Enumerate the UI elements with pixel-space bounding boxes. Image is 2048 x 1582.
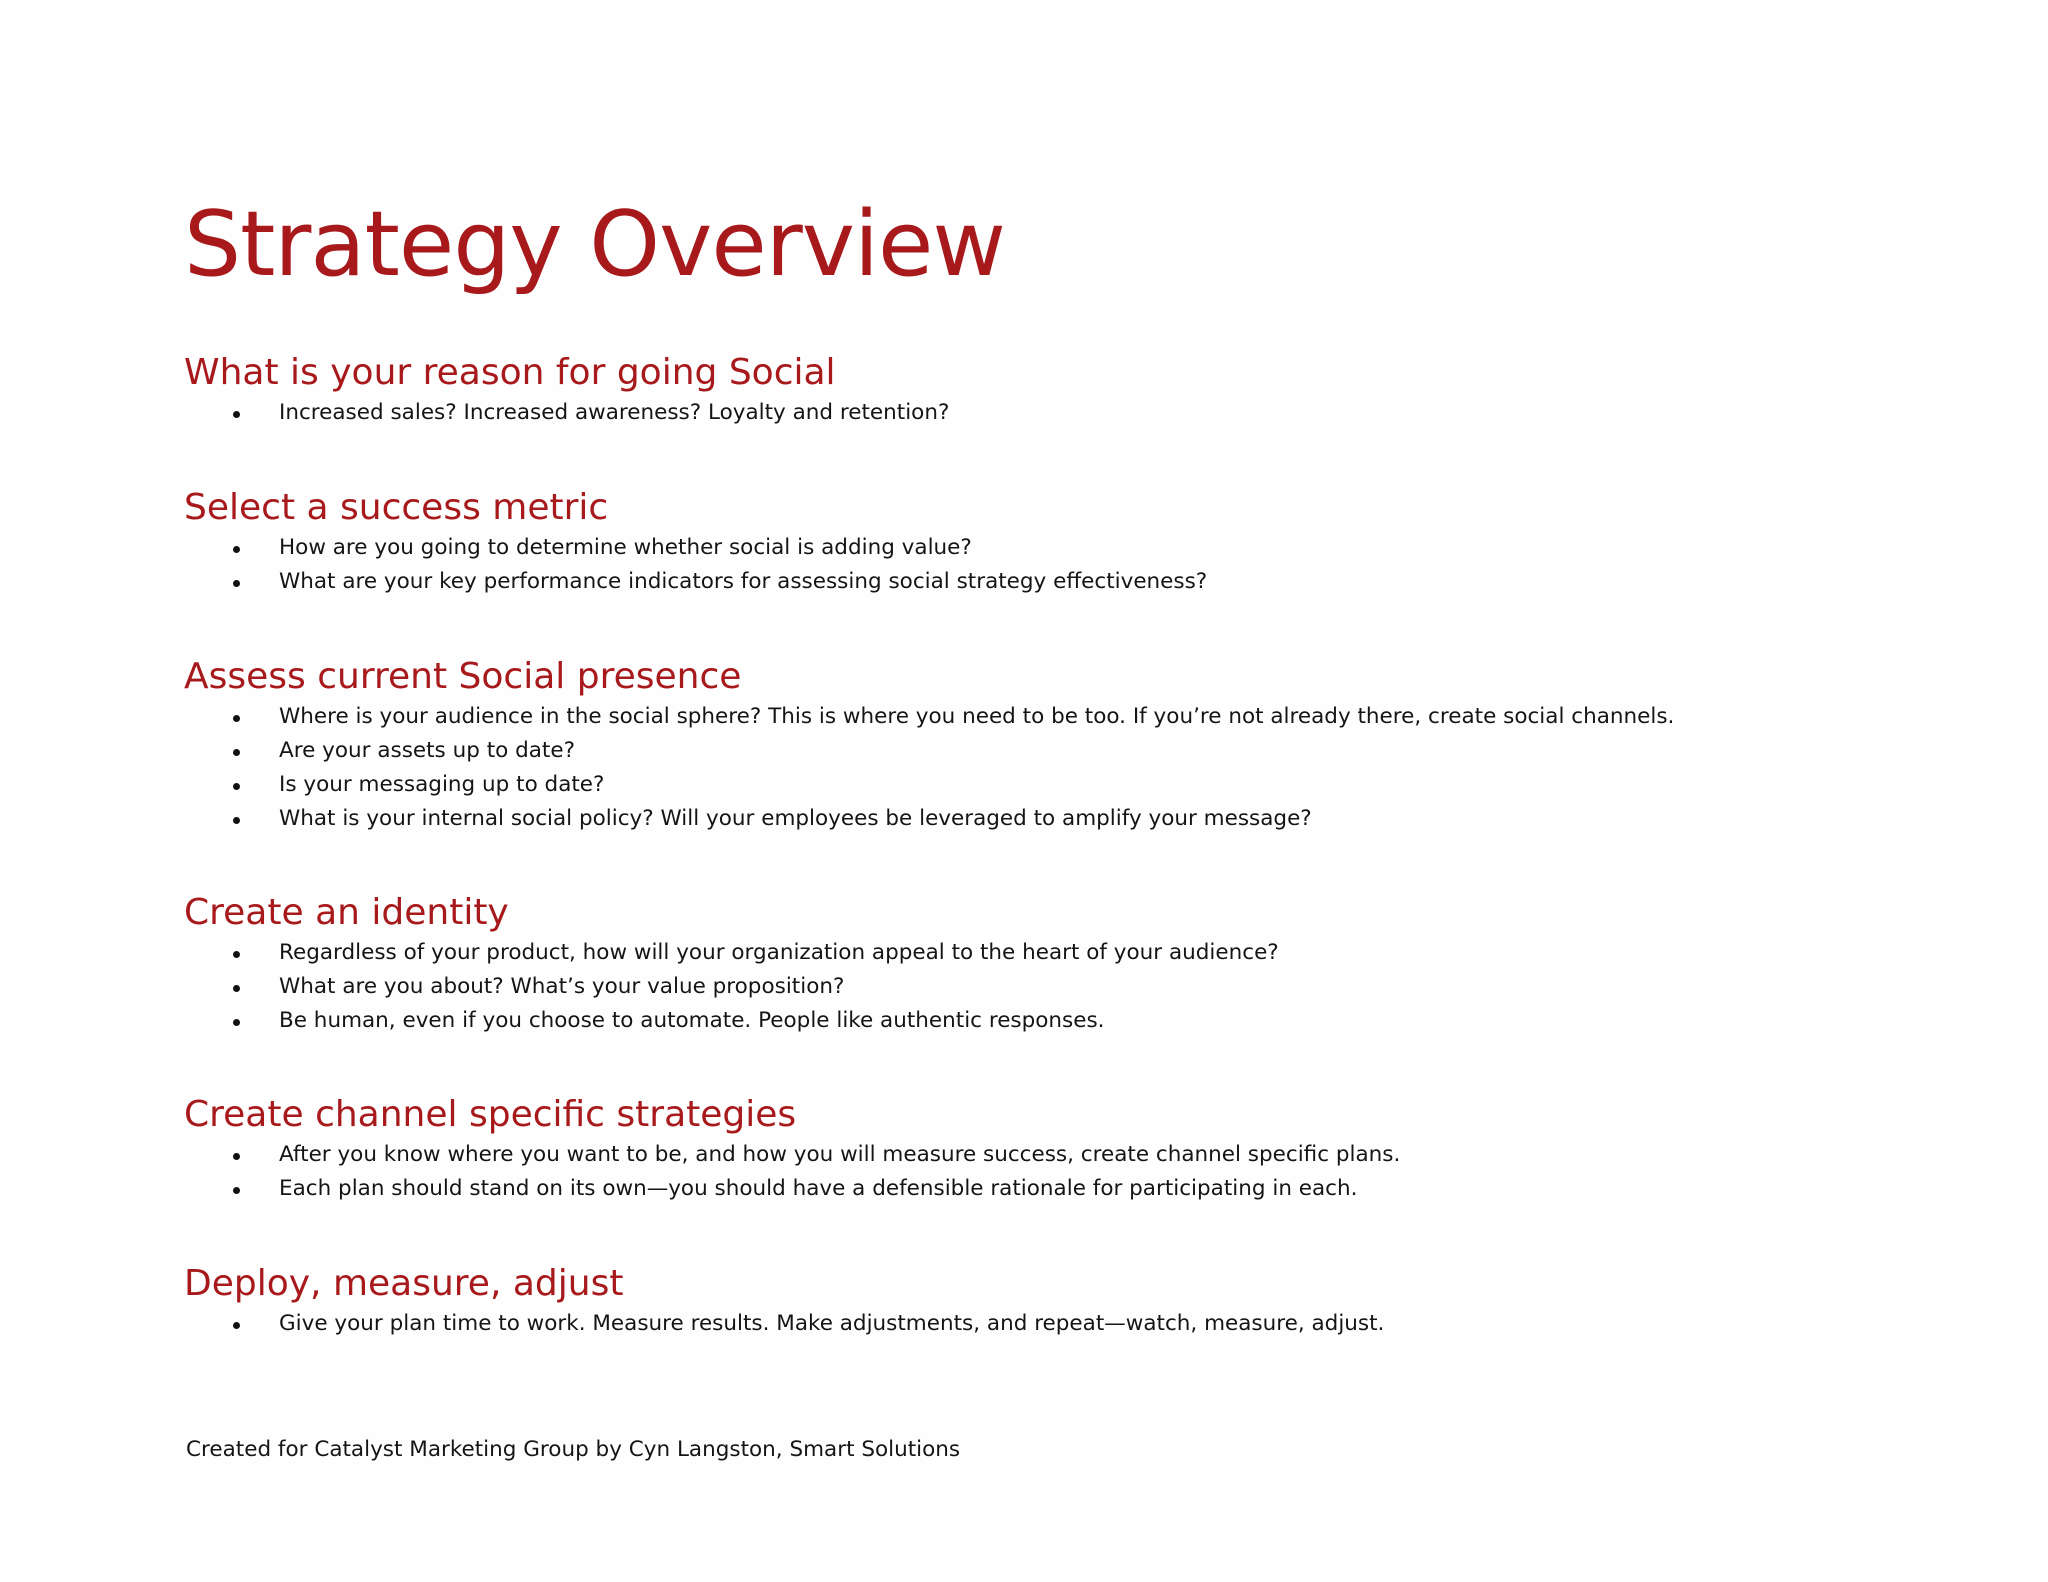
bullet-text: Be human, even if you choose to automate. People like authentic responses. [279,1008,1105,1033]
bullet-item [184,802,1964,836]
section-heading: Create channel specific strategies [184,1094,797,1135]
bullet-item [184,1138,1964,1172]
section-heading: Deploy, measure, adjust [184,1263,624,1304]
bullet-text: What is your internal social policy? Will your employees be leveraged to amplify your message? [279,806,1312,831]
section-channel-strategies [184,1092,1964,1206]
bullet-icon [233,546,240,553]
bullet-item [184,1004,1964,1038]
bullet-icon [233,411,240,418]
section-heading: Create an identity [184,892,509,933]
section-deploy-measure [184,1261,1964,1341]
bullet-icon [233,580,240,587]
bullet-icon [233,783,240,790]
bullet-icon [233,985,240,992]
bullet-item [184,734,1964,768]
bullet-text: Where is your audience in the social sphere? This is where you need to be too. If you’re not already there, create social channels. [279,704,1675,729]
section-heading: Select a success metric [184,487,609,528]
bullet-icon [233,1019,240,1026]
section-create-identity [184,890,1964,1038]
bullet-icon [233,749,240,756]
section-heading: What is your reason for going Social [184,352,836,393]
bullet-icon [233,1153,240,1160]
bullet-text: How are you going to determine whether social is adding value? [279,535,972,560]
section-success-metric [184,485,1964,599]
bullet-item [184,970,1964,1004]
bullet-item [184,531,1964,565]
bullet-icon [233,1322,240,1329]
bullet-text: Each plan should stand on its own—you should have a defensible rationale for participating in each. [279,1176,1358,1201]
bullet-item [184,768,1964,802]
bullet-icon [233,715,240,722]
bullet-list [184,700,1964,836]
bullet-item [184,565,1964,599]
bullet-text: What are your key performance indicators for assessing social strategy effectiveness? [279,569,1208,594]
section-heading: Assess current Social presence [184,656,742,697]
bullet-item [184,1172,1964,1206]
page-title: Strategy Overview [184,192,1005,297]
bullet-list [184,531,1964,599]
section-reason-for-social [184,350,1964,430]
bullet-text: Regardless of your product, how will your organization appeal to the heart of your audience? [279,940,1279,965]
footer-credit: Created for Catalyst Marketing Group by Cyn Langston, Smart Solutions [186,1437,961,1462]
bullet-list [184,1138,1964,1206]
bullet-text: Give your plan time to work. Measure results. Make adjustments, and repeat—watch, measure, adjust. [279,1311,1385,1336]
bullet-list [184,936,1964,1038]
bullet-icon [233,951,240,958]
bullet-list [184,396,1964,430]
bullet-text: Is your messaging up to date? [279,772,605,797]
bullet-text: After you know where you want to be, and how you will measure success, create channel specific plans. [279,1142,1401,1167]
bullet-item [184,396,1964,430]
bullet-text: Increased sales? Increased awareness? Loyalty and retention? [279,400,950,425]
bullet-text: What are you about? What’s your value proposition? [279,974,845,999]
bullet-icon [233,817,240,824]
section-assess-presence [184,654,1964,836]
bullet-icon [233,1187,240,1194]
bullet-list [184,1307,1964,1341]
bullet-text: Are your assets up to date? [279,738,576,763]
bullet-item [184,1307,1964,1341]
bullet-item [184,700,1964,734]
bullet-item [184,936,1964,970]
